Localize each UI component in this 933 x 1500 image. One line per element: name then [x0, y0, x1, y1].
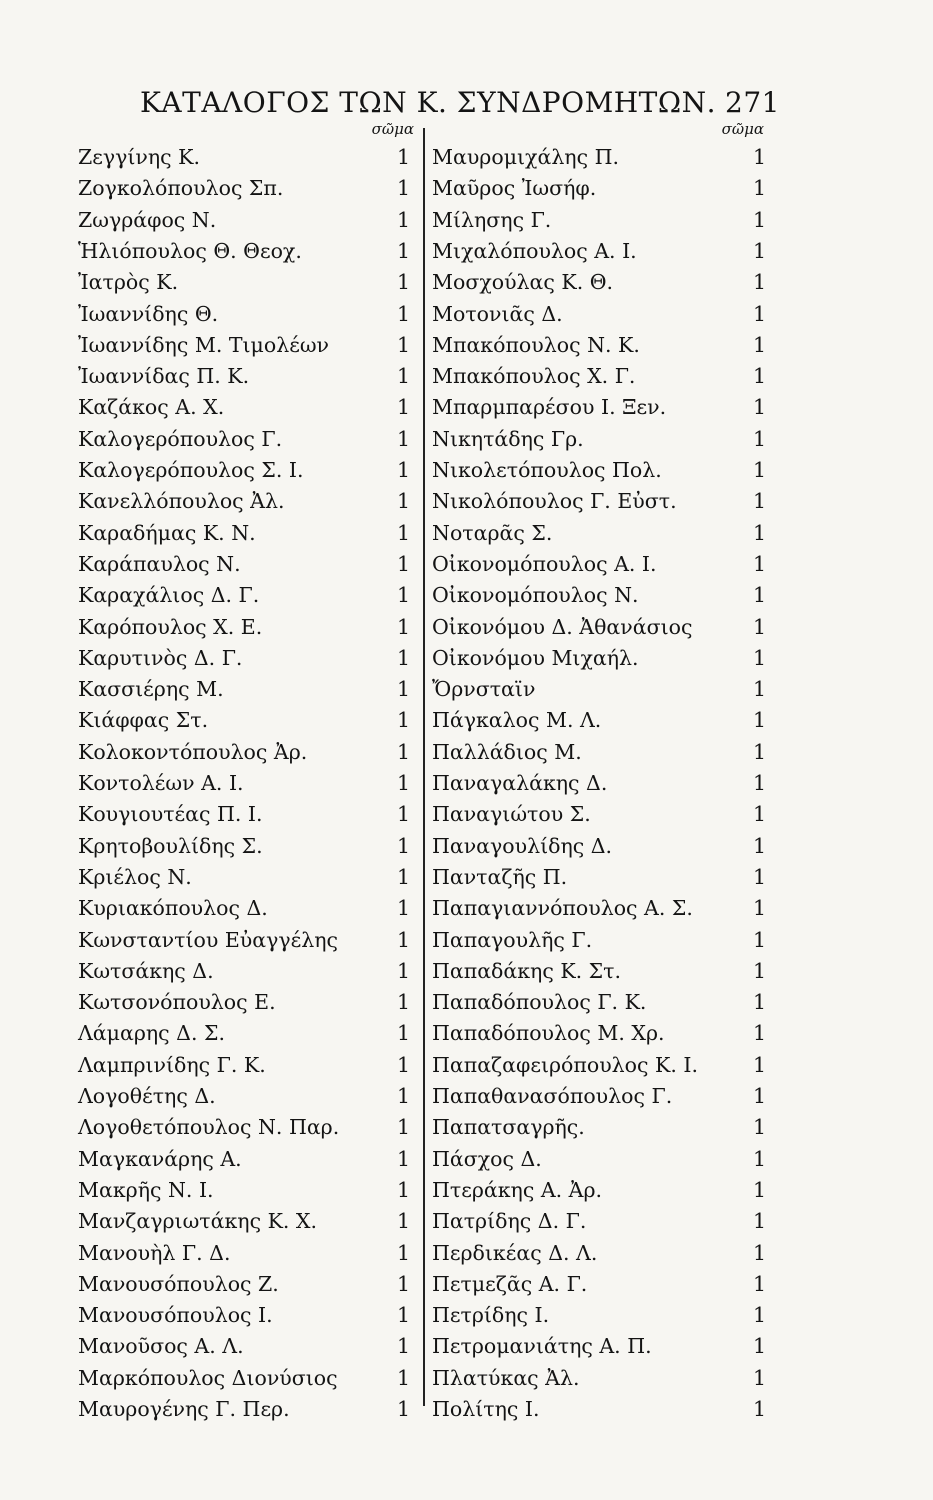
volume-count: 1 — [752, 1240, 766, 1265]
volume-count: 1 — [396, 677, 410, 702]
volume-count: 1 — [396, 1397, 410, 1421]
subscriber-entry — [428, 1050, 768, 1080]
subscriber-name: Κωτσάκης Δ. — [78, 958, 214, 983]
subscriber-name: Μανοῦσος Α. Λ. — [78, 1334, 244, 1359]
subscriber-entry — [78, 893, 418, 923]
subscriber-entry — [428, 142, 768, 172]
subscriber-entry — [428, 831, 768, 861]
subscriber-name: Κουγιουτέας Π. Ι. — [78, 802, 263, 827]
subscriber-entry — [78, 549, 418, 579]
subscriber-name: Μπαρμπαρέσου Ι. Ξεν. — [432, 395, 667, 420]
volume-count: 1 — [396, 864, 410, 889]
subscriber-name: Μαυρογένης Γ. Περ. — [78, 1397, 290, 1421]
subscriber-name: Μιχαλόπουλος Α. Ι. — [432, 238, 637, 263]
subscriber-entry — [428, 1363, 768, 1393]
subscriber-entry — [428, 705, 768, 735]
subscriber-entry — [428, 392, 768, 422]
subscriber-entry — [78, 1050, 418, 1080]
volume-count: 1 — [396, 833, 410, 858]
subscriber-entry — [78, 1269, 418, 1299]
volume-count: 1 — [752, 864, 766, 889]
volume-count: 1 — [396, 1146, 410, 1171]
volume-count: 1 — [752, 1397, 766, 1421]
subscriber-name: Μπακόπουλος Χ. Γ. — [432, 364, 636, 389]
volume-count: 1 — [396, 1177, 410, 1202]
volume-count: 1 — [396, 238, 410, 263]
subscriber-name: Ἰωαννίδης Μ. Τιμολέων — [78, 332, 330, 357]
subscriber-entry — [428, 1331, 768, 1361]
volume-count: 1 — [396, 990, 410, 1015]
subscriber-name: Κυριακόπουλος Δ. — [78, 896, 268, 921]
subscriber-entry — [78, 267, 418, 297]
subscriber-entry — [78, 1144, 418, 1174]
volume-count: 1 — [752, 520, 766, 545]
volume-count: 1 — [752, 677, 766, 702]
subscriber-entry — [78, 612, 418, 642]
subscriber-name: Πετρίδης Ι. — [432, 1303, 550, 1328]
subscriber-name: Κασσιέρης Μ. — [78, 677, 224, 702]
subscriber-entry — [78, 455, 418, 485]
subscriber-name: Μανουσόπουλος Ζ. — [78, 1271, 279, 1296]
volume-count: 1 — [396, 458, 410, 482]
subscriber-name: Λογοθέτης Δ. — [78, 1084, 216, 1108]
subscriber-entry — [428, 1112, 768, 1142]
subscriber-entry — [78, 361, 418, 391]
volume-count: 1 — [752, 1021, 766, 1046]
subscriber-entry — [428, 1175, 768, 1205]
volume-count: 1 — [752, 238, 766, 263]
subscriber-entry — [428, 486, 768, 516]
subscriber-entry — [428, 330, 768, 360]
subscriber-entry — [78, 1300, 418, 1330]
subscriber-name: Μπακόπουλος Ν. Κ. — [432, 332, 640, 357]
subscriber-entry — [78, 518, 418, 548]
subscriber-entry — [78, 236, 418, 266]
volume-count: 1 — [396, 332, 410, 357]
subscriber-name: Καλογερόπουλος Γ. — [78, 426, 283, 451]
volume-count: 1 — [752, 1052, 766, 1077]
subscriber-name: Ζογκολόπουλος Σπ. — [78, 176, 284, 201]
subscriber-name: Παλλάδιος Μ. — [432, 739, 582, 764]
subscriber-entry — [78, 956, 418, 986]
volume-count: 1 — [752, 395, 766, 420]
subscriber-name: Παπαζαφειρόπουλος Κ. Ι. — [432, 1052, 698, 1077]
subscriber-entry — [78, 1394, 418, 1424]
volume-count: 1 — [396, 708, 410, 733]
subscriber-name: Παναγιώτου Σ. — [432, 802, 591, 827]
subscriber-name: Οἰκονομόπουλος Α. Ι. — [432, 551, 657, 576]
subscriber-name: Μανουὴλ Γ. Δ. — [78, 1240, 231, 1265]
subscriber-entry — [78, 205, 418, 235]
subscriber-entry — [78, 486, 418, 516]
subscriber-name: Νικολετόπουλος Πολ. — [432, 458, 662, 482]
subscriber-name: Παναγαλάκης Δ. — [432, 771, 608, 795]
subscriber-name: Ζεγγίνης Κ. — [78, 145, 200, 169]
subscriber-entry — [428, 173, 768, 203]
subscriber-entry — [78, 424, 418, 454]
volume-count: 1 — [396, 1209, 410, 1234]
volume-count: 1 — [752, 1303, 766, 1328]
subscriber-entry — [78, 580, 418, 610]
subscriber-name: Παπατσαγρῆς. — [432, 1115, 585, 1140]
volume-count: 1 — [752, 739, 766, 764]
subscriber-entry — [428, 455, 768, 485]
volume-count: 1 — [396, 395, 410, 420]
subscriber-name: Πανταζῆς Π. — [432, 864, 568, 889]
subscriber-entry — [428, 1269, 768, 1299]
volume-count: 1 — [396, 802, 410, 827]
subscriber-name: Καραδήμας Κ. Ν. — [78, 520, 256, 545]
volume-count: 1 — [752, 207, 766, 232]
subscriber-name: Πάσχος Δ. — [432, 1146, 542, 1171]
subscriber-entry — [428, 361, 768, 391]
subscriber-name: Νοταρᾶς Σ. — [432, 520, 553, 545]
subscriber-name: Ἰωαννίδης Θ. — [78, 301, 219, 326]
subscriber-entry — [428, 737, 768, 767]
volume-count: 1 — [396, 614, 410, 639]
volume-count: 1 — [752, 1084, 766, 1108]
unit-label-right: σῶμα — [721, 120, 764, 138]
subscriber-entry — [428, 1300, 768, 1330]
subscriber-name: Νικολόπουλος Γ. Εὐστ. — [432, 489, 677, 514]
subscriber-name: Μαγκανάρης Α. — [78, 1146, 242, 1171]
subscriber-entry — [428, 205, 768, 235]
volume-count: 1 — [752, 551, 766, 576]
subscriber-name: Μαυρομιχάλης Π. — [432, 145, 619, 169]
volume-count: 1 — [396, 176, 410, 201]
subscriber-name: Καρυτινὸς Δ. Γ. — [78, 645, 243, 670]
subscriber-entry — [78, 737, 418, 767]
subscriber-entry — [78, 1081, 418, 1111]
volume-count: 1 — [752, 833, 766, 858]
subscriber-entry — [78, 925, 418, 955]
subscriber-name: Παπαγιαννόπουλος Α. Σ. — [432, 896, 693, 921]
volume-count: 1 — [396, 364, 410, 389]
subscriber-entry — [428, 862, 768, 892]
subscriber-name: Λάμαρης Δ. Σ. — [78, 1021, 225, 1046]
subscriber-name: Μαρκόπουλος Διονύσιος — [78, 1365, 338, 1390]
volume-count: 1 — [752, 958, 766, 983]
volume-count: 1 — [396, 270, 410, 295]
subscriber-name: Κιάφφας Στ. — [78, 708, 209, 733]
volume-count: 1 — [396, 1052, 410, 1077]
subscriber-name: Λογοθετόπουλος Ν. Παρ. — [78, 1115, 340, 1140]
subscriber-entry — [428, 1144, 768, 1174]
subscriber-entry — [78, 1206, 418, 1236]
subscriber-entry — [428, 424, 768, 454]
subscriber-entry — [428, 987, 768, 1017]
volume-count: 1 — [396, 489, 410, 514]
volume-count: 1 — [396, 207, 410, 232]
volume-count: 1 — [396, 520, 410, 545]
subscriber-name: Ὄρνσταϊν — [432, 677, 536, 702]
volume-count: 1 — [752, 896, 766, 921]
subscriber-entry — [78, 987, 418, 1017]
subscriber-name: Κοντολέων Α. Ι. — [78, 771, 244, 795]
subscriber-name: Νικητάδης Γρ. — [432, 426, 584, 451]
subscriber-entry — [428, 1206, 768, 1236]
subscriber-name: Λαμπρινίδης Γ. Κ. — [78, 1052, 266, 1077]
subscriber-name: Καράπαυλος Ν. — [78, 551, 241, 576]
subscriber-name: Κωνσταντίου Εὐαγγέλης — [78, 927, 338, 952]
subscriber-name: Κρητοβουλίδης Σ. — [78, 833, 263, 858]
volume-count: 1 — [396, 1115, 410, 1140]
subscriber-name: Πάγκαλος Μ. Λ. — [432, 708, 602, 733]
subscriber-name: Οἰκονομόπουλος Ν. — [432, 583, 639, 608]
subscriber-name: Κολοκοντόπουλος Ἀρ. — [78, 739, 308, 764]
subscriber-entry — [428, 674, 768, 704]
subscriber-name: Μανζαγριωτάκης Κ. Χ. — [78, 1209, 318, 1234]
subscriber-entry — [428, 925, 768, 955]
subscriber-entry — [78, 831, 418, 861]
subscriber-name: Πετμεζᾶς Α. Γ. — [432, 1271, 588, 1296]
volume-count: 1 — [396, 927, 410, 952]
subscriber-entry — [78, 1363, 418, 1393]
volume-count: 1 — [396, 426, 410, 451]
subscriber-entry — [428, 518, 768, 548]
volume-count: 1 — [752, 364, 766, 389]
volume-count: 1 — [396, 958, 410, 983]
page-number: 271 — [725, 86, 780, 119]
volume-count: 1 — [396, 771, 410, 795]
subscriber-entry — [428, 643, 768, 673]
volume-count: 1 — [396, 301, 410, 326]
volume-count: 1 — [396, 1021, 410, 1046]
subscriber-entry — [78, 674, 418, 704]
subscriber-name: Καζάκος Α. Χ. — [78, 395, 225, 420]
volume-count: 1 — [396, 1084, 410, 1108]
volume-count: 1 — [752, 990, 766, 1015]
subscriber-name: Οἰκονόμου Μιχαήλ. — [432, 645, 639, 670]
volume-count: 1 — [752, 301, 766, 326]
subscriber-name: Κριέλος Ν. — [78, 864, 192, 889]
volume-count: 1 — [396, 739, 410, 764]
subscriber-entry — [78, 643, 418, 673]
volume-count: 1 — [396, 896, 410, 921]
subscriber-entry — [428, 267, 768, 297]
subscriber-entry — [428, 1394, 768, 1424]
subscriber-name: Μοτονιᾶς Δ. — [432, 301, 563, 326]
subscriber-entry — [78, 862, 418, 892]
volume-count: 1 — [752, 645, 766, 670]
subscriber-entry — [78, 142, 418, 172]
subscriber-entry — [78, 392, 418, 422]
volume-count: 1 — [752, 614, 766, 639]
subscriber-name: Κωτσονόπουλος Ε. — [78, 990, 276, 1015]
volume-count: 1 — [752, 1115, 766, 1140]
volume-count: 1 — [752, 802, 766, 827]
volume-count: 1 — [396, 1271, 410, 1296]
volume-count: 1 — [752, 1365, 766, 1390]
volume-count: 1 — [752, 1271, 766, 1296]
subscriber-name: Μανουσόπουλος Ι. — [78, 1303, 273, 1328]
volume-count: 1 — [396, 1303, 410, 1328]
volume-count: 1 — [752, 708, 766, 733]
subscriber-name: Κανελλόπουλος Ἀλ. — [78, 489, 285, 514]
subscriber-entry — [78, 1112, 418, 1142]
subscriber-name: Καρόπουλος Χ. Ε. — [78, 614, 263, 639]
right-column — [428, 120, 768, 1421]
subscriber-name: Ἡλιόπουλος Θ. Θεοχ. — [78, 238, 302, 263]
subscriber-entry — [78, 1331, 418, 1361]
subscriber-name: Μίλησης Γ. — [432, 207, 552, 232]
subscriber-entry — [428, 580, 768, 610]
subscriber-entry — [78, 705, 418, 735]
volume-count: 1 — [752, 1146, 766, 1171]
subscriber-entry — [78, 1175, 418, 1205]
volume-count: 1 — [396, 1365, 410, 1390]
volume-count: 1 — [396, 145, 410, 169]
subscriber-entry — [428, 956, 768, 986]
volume-count: 1 — [752, 332, 766, 357]
volume-count: 1 — [396, 551, 410, 576]
volume-count: 1 — [752, 145, 766, 169]
subscriber-entry — [428, 799, 768, 829]
subscriber-entry — [78, 1018, 418, 1048]
subscriber-entry — [428, 1081, 768, 1111]
volume-count: 1 — [396, 645, 410, 670]
subscriber-entry — [428, 549, 768, 579]
subscriber-name: Πατρίδης Δ. Γ. — [432, 1209, 587, 1234]
volume-count: 1 — [396, 1334, 410, 1359]
subscriber-name: Παπαγουλῆς Γ. — [432, 927, 593, 952]
volume-count: 1 — [752, 270, 766, 295]
subscriber-name: Πετρομανιάτης Α. Π. — [432, 1334, 652, 1359]
volume-count: 1 — [752, 426, 766, 451]
subscriber-entry — [428, 299, 768, 329]
volume-count: 1 — [752, 1334, 766, 1359]
subscriber-name: Ἰωαννίδας Π. Κ. — [78, 364, 250, 389]
subscriber-entry — [78, 299, 418, 329]
page-title: ΚΑΤΑΛΟΓΟΣ ΤΩΝ Κ. ΣΥΝΔΡΟΜΗΤΩΝ. — [140, 86, 716, 119]
subscriber-entry — [428, 893, 768, 923]
volume-count: 1 — [752, 771, 766, 795]
subscriber-name: Παναγουλίδης Δ. — [432, 833, 613, 858]
subscriber-entry — [78, 768, 418, 798]
volume-count: 1 — [396, 583, 410, 608]
subscriber-name: Καλογερόπουλος Σ. Ι. — [78, 458, 304, 482]
subscriber-entry — [78, 799, 418, 829]
volume-count: 1 — [752, 927, 766, 952]
subscriber-entry — [428, 236, 768, 266]
subscriber-entry — [78, 173, 418, 203]
subscriber-name: Παπαθανασόπουλος Γ. — [432, 1084, 673, 1108]
subscriber-name: Μακρῆς Ν. Ι. — [78, 1177, 214, 1202]
subscriber-name: Παπαδόπουλος Μ. Χρ. — [432, 1021, 665, 1046]
subscriber-entry — [78, 1238, 418, 1268]
subscriber-entry — [78, 330, 418, 360]
subscriber-name: Ζωγράφος Ν. — [78, 207, 217, 232]
subscriber-name: Πλατύκας Ἀλ. — [432, 1365, 580, 1390]
volume-count: 1 — [752, 458, 766, 482]
left-column — [78, 120, 418, 1421]
volume-count: 1 — [752, 176, 766, 201]
unit-label-left: σῶμα — [371, 120, 414, 138]
volume-count: 1 — [752, 1177, 766, 1202]
subscriber-name: Μοσχούλας Κ. Θ. — [432, 270, 614, 295]
subscriber-name: Ἰατρὸς Κ. — [78, 270, 179, 295]
subscriber-name: Καραχάλιος Δ. Γ. — [78, 583, 260, 608]
column-divider — [423, 128, 425, 1406]
volume-count: 1 — [752, 583, 766, 608]
subscriber-entry — [428, 612, 768, 642]
subscriber-name: Παπαδόπουλος Γ. Κ. — [432, 990, 647, 1015]
subscriber-entry — [428, 768, 768, 798]
subscriber-name: Πτεράκης Α. Ἀρ. — [432, 1177, 603, 1202]
volume-count: 1 — [752, 489, 766, 514]
subscriber-name: Πολίτης Ι. — [432, 1397, 540, 1421]
subscriber-name: Μαῦρος Ἰωσήφ. — [432, 176, 597, 201]
subscriber-name: Παπαδάκης Κ. Στ. — [432, 958, 622, 983]
subscriber-name: Οἰκονόμου Δ. Ἀθανάσιος — [432, 614, 693, 639]
volume-count: 1 — [396, 1240, 410, 1265]
subscriber-entry — [428, 1238, 768, 1268]
subscriber-entry — [428, 1018, 768, 1048]
volume-count: 1 — [752, 1209, 766, 1234]
subscriber-name: Περδικέας Δ. Λ. — [432, 1240, 598, 1265]
